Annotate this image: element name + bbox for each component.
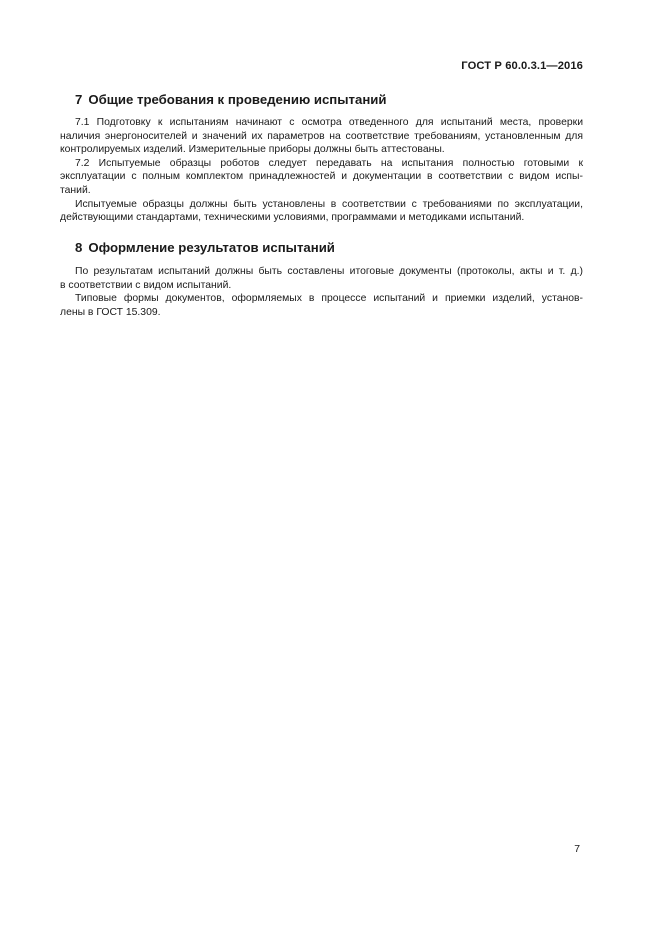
paragraph-8-2 (60, 292, 583, 319)
text-line: действующими стандартами, техническими условиями, программами и методиками испытаний. (60, 212, 525, 224)
text-line: таний. (60, 184, 91, 196)
section-8-heading (75, 240, 583, 256)
section-7-body (60, 116, 583, 225)
paragraph-7-3 (60, 198, 583, 225)
section-8-number: 8 (75, 240, 83, 255)
section-7 (60, 92, 583, 224)
section-8-title: Оформление результатов испытаний (88, 240, 335, 255)
section-7-title: Общие требования к проведению испытаний (88, 92, 387, 107)
text-line: эксплуатации с полным комплектом принадлежностей и документации в соответствии с видом испы- (60, 171, 583, 183)
paragraph-7-2 (60, 157, 583, 198)
text-line: 7.2 Испытуемые образцы роботов следует передавать на испытания полностью готовыми к (75, 157, 583, 169)
section-7-number: 7 (75, 92, 83, 107)
document-code: ГОСТ Р 60.0.3.1—2016 (461, 60, 583, 72)
text-line: наличия энергоносителей и значений их параметров на соответствие требованиям, установленным для (60, 130, 583, 142)
text-line: контролируемых изделий. Измерительные приборы должны быть аттестованы. (60, 144, 445, 156)
paragraph-7-1 (60, 116, 583, 157)
text-line: Типовые формы документов, оформляемых в процессе испытаний и приемки изделий, установ- (75, 293, 583, 305)
section-7-heading (75, 92, 583, 108)
text-line: лены в ГОСТ 15.309. (60, 306, 161, 318)
page-number: 7 (574, 844, 580, 855)
text-line: Испытуемые образцы должны быть установлены в соответствии с требованиями по эксплуатации, (75, 198, 583, 210)
section-8-body (60, 265, 583, 319)
section-8 (60, 240, 583, 318)
paragraph-8-1 (60, 265, 583, 292)
text-line: По результатам испытаний должны быть составлены итоговые документы (протоколы, акты и т. д.) (75, 266, 583, 277)
text-line: в соответствии с видом испытаний. (60, 279, 232, 291)
text-line: 7.1 Подготовку к испытаниям начинают с осмотра отведенного для испытаний места, проверки (75, 117, 583, 128)
